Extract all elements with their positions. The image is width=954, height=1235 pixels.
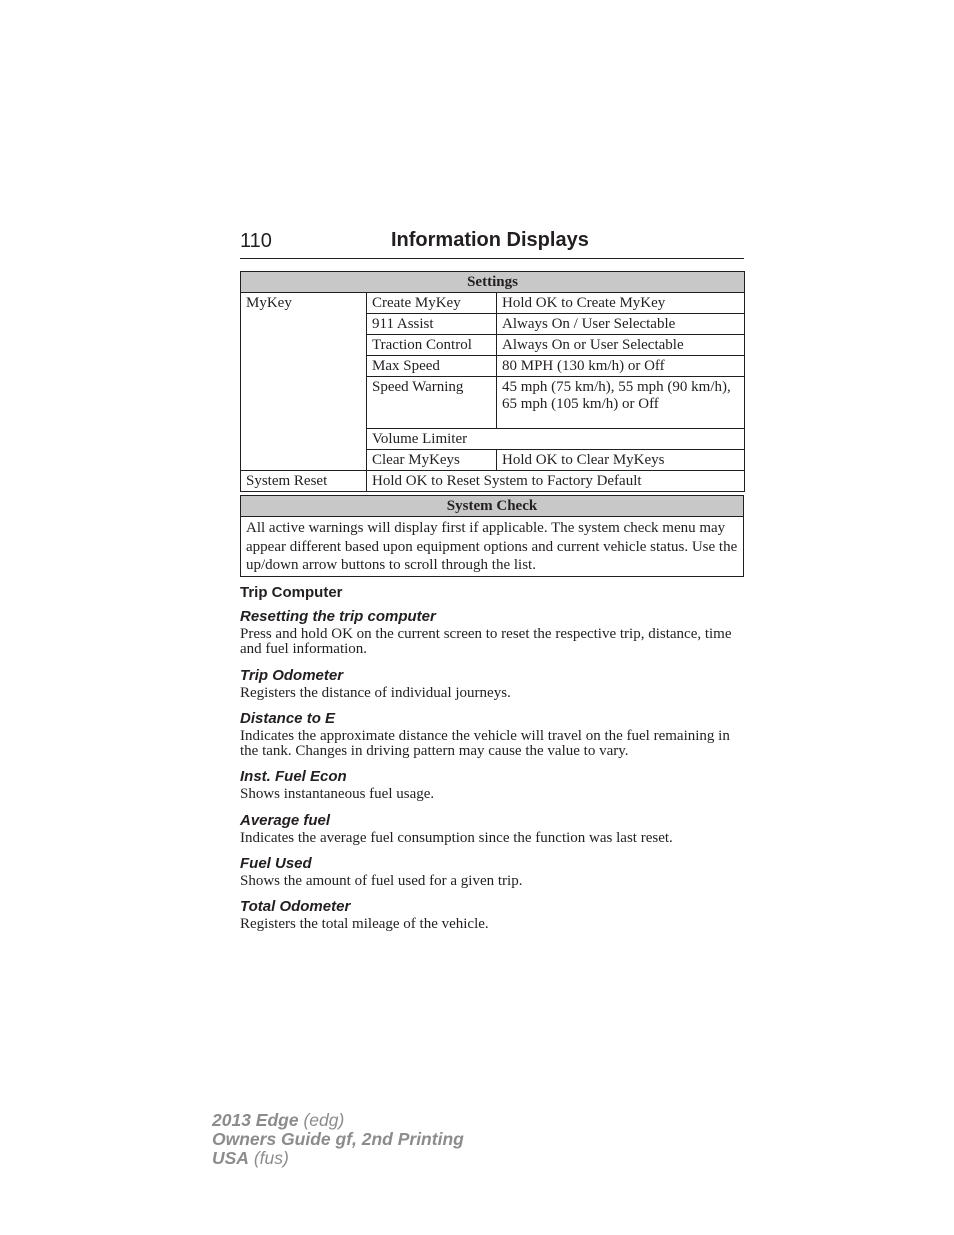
table-cell: Always On / User Selectable — [497, 314, 745, 335]
subsection-text: Shows the amount of fuel used for a given trip. — [240, 873, 523, 890]
settings-table — [240, 271, 745, 492]
subsection-title: Average fuel — [240, 811, 331, 829]
footer-line-model — [212, 1111, 464, 1130]
trip-computer-heading: Trip Computer — [240, 584, 343, 601]
subsection-text: Registers the total mileage of the vehicle. — [240, 916, 489, 933]
table-cell: Create MyKey — [367, 293, 497, 314]
settings-table-heading: Settings — [241, 272, 745, 293]
table-row — [241, 471, 745, 492]
table-cell: Volume Limiter — [367, 429, 745, 450]
subsection-text: Registers the distance of individual journeys. — [240, 684, 511, 701]
footer-model-code: (edg) — [303, 1110, 345, 1130]
table-cell: Max Speed — [367, 356, 497, 377]
footer-line-guide — [212, 1130, 464, 1149]
table-cell: Clear MyKeys — [367, 450, 497, 471]
table-cell: Hold OK to Clear MyKeys — [497, 450, 745, 471]
footer-guide: Owners Guide gf, 2nd Printing — [212, 1129, 464, 1149]
subsection-text: Shows instantaneous fuel usage. — [240, 786, 435, 803]
system-reset-value-cell: Hold OK to Reset System to Factory Default — [367, 471, 745, 492]
page-footer — [212, 1111, 464, 1168]
page-title: Information Displays — [391, 229, 589, 251]
subsection-title: Resetting the trip computer — [240, 608, 436, 625]
table-cell: 80 MPH (130 km/h) or Off — [497, 356, 745, 377]
page-number: 110 — [240, 230, 272, 252]
table-row — [241, 517, 744, 577]
table-cell: Speed Warning — [367, 377, 497, 429]
system-reset-label-cell: System Reset — [241, 471, 367, 492]
subsection-text: Indicates the approximate distance the vehicle will travel on the fuel remaining in the tank. Changes in driving pattern may cause the value to vary. — [240, 727, 730, 760]
table-cell: 45 mph (75 km/h), 55 mph (90 km/h), 65 mph (105 km/h) or Off — [497, 377, 745, 429]
trip-computer-section — [240, 584, 744, 942]
system-check-heading: System Check — [241, 496, 744, 517]
table-cell: 911 Assist — [367, 314, 497, 335]
footer-line-region — [212, 1149, 464, 1168]
table-row — [241, 293, 745, 314]
subsection-title: Inst. Fuel Econ — [240, 768, 347, 786]
subsection-title: Fuel Used — [240, 855, 312, 873]
footer-model: 2013 Edge — [212, 1110, 299, 1130]
table-cell: Traction Control — [367, 335, 497, 356]
subsection-text: Press and hold OK on the current screen to reset the respective trip, distance, time and fuel information. — [240, 626, 732, 658]
subsection-text: Indicates the average fuel consumption since the function was last reset. — [240, 829, 673, 846]
mykey-label-cell: MyKey — [241, 293, 367, 471]
system-check-table — [240, 495, 744, 577]
table-cell: Always On or User Selectable — [497, 335, 745, 356]
footer-region: USA — [212, 1148, 249, 1168]
page-header — [240, 228, 744, 259]
footer-region-code: (fus) — [253, 1148, 289, 1168]
subsection-title: Total Odometer — [240, 898, 351, 916]
subsection-title: Distance to E — [240, 709, 336, 727]
subsection-title: Trip Odometer — [240, 666, 344, 684]
system-check-text: All active warnings will display first if applicable. The system check menu may appear different based upon equipment options and current vehicle status. Use the up/down arrow buttons to scroll through the list. — [241, 517, 744, 577]
table-cell: Hold OK to Create MyKey — [497, 293, 745, 314]
